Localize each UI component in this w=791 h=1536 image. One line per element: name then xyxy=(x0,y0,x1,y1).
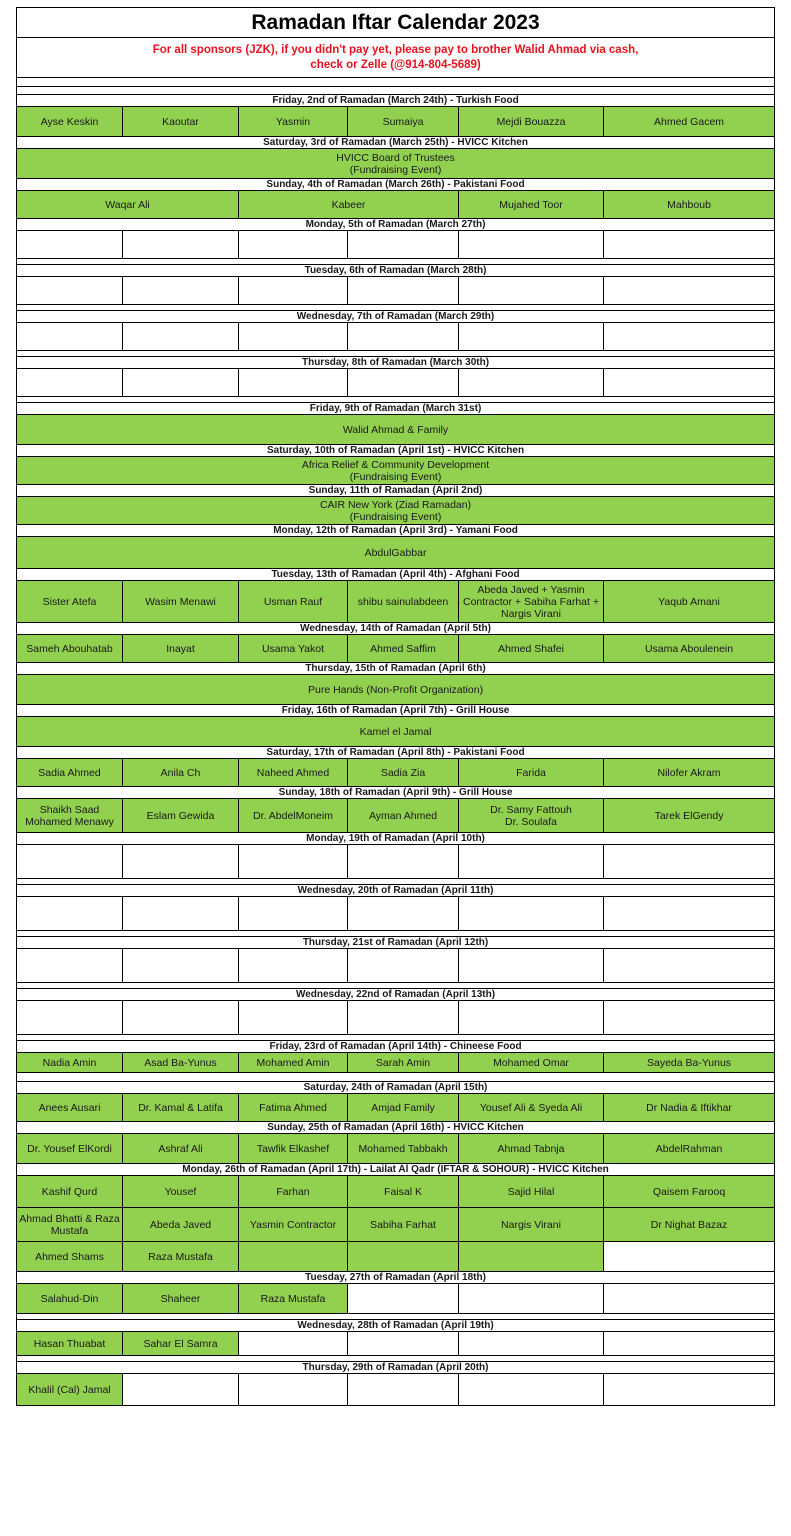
day-header-row xyxy=(17,663,775,675)
sponsor-row xyxy=(17,1374,775,1406)
empty-slot-cell xyxy=(604,949,775,983)
sponsor-row xyxy=(17,1134,775,1164)
empty-slot-cell xyxy=(459,1242,604,1272)
sponsor-row xyxy=(17,675,775,705)
sponsor-line: Dr. Soulafa xyxy=(505,815,557,828)
sponsor-row xyxy=(17,845,775,879)
day-header-row xyxy=(17,787,775,799)
empty-slot-cell xyxy=(604,1374,775,1406)
sponsor-cell: Dr. Yousef ElKordi xyxy=(17,1134,123,1164)
sponsor-line: Shaikh Saad xyxy=(39,803,100,816)
sponsor-cell: Ahmad Tabnja xyxy=(459,1134,604,1164)
day-header: Friday, 9th of Ramadan (March 31st) xyxy=(17,403,775,415)
sponsor-cell: Dr. Kamal & Latifa xyxy=(123,1094,239,1122)
sponsor-row xyxy=(17,415,775,445)
sponsor-row xyxy=(17,369,775,397)
sponsor-cell: Ahmed Shafei xyxy=(459,635,604,663)
empty-slot-cell xyxy=(348,1374,459,1406)
empty-slot-cell xyxy=(348,369,459,397)
empty-slot-cell xyxy=(348,1242,459,1272)
sponsor-cell: Nargis Virani xyxy=(459,1208,604,1242)
empty-slot-cell xyxy=(123,897,239,931)
empty-slot-cell xyxy=(239,1242,348,1272)
day-header: Friday, 23rd of Ramadan (April 14th) - Chineese Food xyxy=(17,1041,775,1053)
sponsor-cell: Anees Ausari xyxy=(17,1094,123,1122)
day-header: Sunday, 11th of Ramadan (April 2nd) xyxy=(17,485,775,497)
day-header: Thursday, 15th of Ramadan (April 6th) xyxy=(17,663,775,675)
sponsor-cell: Shaheer xyxy=(123,1284,239,1314)
sponsor-cell: Ayman Ahmed xyxy=(348,799,459,833)
sponsor-cell: Sabiha Farhat xyxy=(348,1208,459,1242)
sponsor-cell xyxy=(459,799,604,833)
sponsor-line: Africa Relief & Community Development xyxy=(301,458,490,471)
sponsor-row xyxy=(17,1001,775,1035)
sponsor-cell: Waqar Ali xyxy=(17,191,239,219)
day-header: Tuesday, 6th of Ramadan (March 28th) xyxy=(17,265,775,277)
sponsor-cell: Pure Hands (Non-Profit Organization) xyxy=(17,675,775,705)
sponsor-cell: Asad Ba-Yunus xyxy=(123,1053,239,1073)
sponsor-cell: Yousef xyxy=(123,1176,239,1208)
sponsor-cell: Ashraf Ali xyxy=(123,1134,239,1164)
title-row xyxy=(17,8,775,38)
sponsor-cell: Tawfik Elkashef xyxy=(239,1134,348,1164)
day-header: Tuesday, 27th of Ramadan (April 18th) xyxy=(17,1272,775,1284)
empty-slot-cell xyxy=(604,323,775,351)
sponsor-line: Mustafa xyxy=(50,1224,89,1237)
day-header: Tuesday, 13th of Ramadan (April 4th) - Afghani Food xyxy=(17,569,775,581)
day-header-row xyxy=(17,989,775,1001)
sponsor-row xyxy=(17,1208,775,1242)
empty-slot-cell xyxy=(459,845,604,879)
sponsor-row xyxy=(17,1094,775,1122)
sponsor-row xyxy=(17,1053,775,1073)
sponsor-cell: Nilofer Akram xyxy=(604,759,775,787)
sponsor-cell: Kaoutar xyxy=(123,107,239,137)
sponsor-cell: Dr Nighat Bazaz xyxy=(604,1208,775,1242)
sponsor-cell: Mohamed Omar xyxy=(459,1053,604,1073)
sponsor-cell: Ahmed Saffim xyxy=(348,635,459,663)
day-header: Sunday, 18th of Ramadan (April 9th) - Grill House xyxy=(17,787,775,799)
empty-slot-cell xyxy=(604,1242,775,1272)
spacer-row xyxy=(17,1073,775,1082)
sponsor-row xyxy=(17,107,775,137)
day-header-row xyxy=(17,747,775,759)
sponsor-cell: Dr. AbdelMoneim xyxy=(239,799,348,833)
empty-slot-cell xyxy=(459,949,604,983)
empty-slot-cell xyxy=(348,1284,459,1314)
day-header: Wednesday, 7th of Ramadan (March 29th) xyxy=(17,311,775,323)
day-header-row xyxy=(17,705,775,717)
sponsor-row xyxy=(17,799,775,833)
sponsor-cell xyxy=(17,1208,123,1242)
sponsor-cell: Mahboub xyxy=(604,191,775,219)
empty-slot-cell xyxy=(459,1284,604,1314)
day-header: Wednesday, 14th of Ramadan (April 5th) xyxy=(17,623,775,635)
sponsor-cell: Khalil (Cal) Jamal xyxy=(17,1374,123,1406)
empty-slot-cell xyxy=(239,1001,348,1035)
sponsor-row xyxy=(17,759,775,787)
empty-slot-cell xyxy=(17,323,123,351)
sponsor-cell xyxy=(17,497,775,525)
sponsor-line: Abeda Javed + Yasmin xyxy=(477,583,585,596)
payment-notice xyxy=(17,38,775,78)
spacer-row xyxy=(17,87,775,95)
empty-slot-cell xyxy=(459,277,604,305)
sponsor-cell: AbdelRahman xyxy=(604,1134,775,1164)
day-header: Saturday, 17th of Ramadan (April 8th) - Pakistani Food xyxy=(17,747,775,759)
empty-slot-cell xyxy=(17,845,123,879)
empty-slot-cell xyxy=(17,949,123,983)
day-header-row xyxy=(17,1082,775,1094)
notice-line: For all sponsors (JZK), if you didn't pay yet, please pay to brother Walid Ahmad via cash, xyxy=(152,43,639,56)
empty-slot-cell xyxy=(17,1001,123,1035)
empty-slot-cell xyxy=(604,277,775,305)
empty-slot-cell xyxy=(239,949,348,983)
sponsor-row xyxy=(17,537,775,569)
empty-slot-cell xyxy=(604,897,775,931)
sponsor-cell: shibu sainulabdeen xyxy=(348,581,459,623)
sponsor-cell: Sadia Zia xyxy=(348,759,459,787)
sponsor-cell: Sadia Ahmed xyxy=(17,759,123,787)
empty-slot-cell xyxy=(604,1332,775,1356)
sponsor-cell: Nadia Amin xyxy=(17,1053,123,1073)
sponsor-row xyxy=(17,1284,775,1314)
sponsor-line: Mohamed Menawy xyxy=(25,815,114,828)
sponsor-line: Nargis Virani xyxy=(501,607,561,620)
spacer-cell xyxy=(17,78,775,87)
sponsor-cell: Usman Rauf xyxy=(239,581,348,623)
sponsor-row xyxy=(17,231,775,259)
spacer-cell xyxy=(17,87,775,95)
day-header-row xyxy=(17,833,775,845)
sponsor-cell: Qaisem Farooq xyxy=(604,1176,775,1208)
sponsor-cell: Usama Yakot xyxy=(239,635,348,663)
sponsor-cell: Ahmed Shams xyxy=(17,1242,123,1272)
empty-slot-cell xyxy=(239,369,348,397)
empty-slot-cell xyxy=(348,277,459,305)
day-header-row xyxy=(17,95,775,107)
sponsor-row xyxy=(17,635,775,663)
sponsor-cell: Ahmed Gacem xyxy=(604,107,775,137)
empty-slot-cell xyxy=(604,369,775,397)
sponsor-cell xyxy=(459,581,604,623)
empty-slot-cell xyxy=(348,1001,459,1035)
sponsor-cell: Sameh Abouhatab xyxy=(17,635,123,663)
sponsor-row xyxy=(17,1332,775,1356)
sponsor-row xyxy=(17,497,775,525)
sponsor-cell: Ayse Keskin xyxy=(17,107,123,137)
empty-slot-cell xyxy=(459,369,604,397)
sponsor-cell: Yousef Ali & Syeda Ali xyxy=(459,1094,604,1122)
day-header-row xyxy=(17,357,775,369)
day-header-row xyxy=(17,623,775,635)
sponsor-cell: Raza Mustafa xyxy=(123,1242,239,1272)
day-header-row xyxy=(17,137,775,149)
empty-slot-cell xyxy=(123,949,239,983)
empty-slot-cell xyxy=(239,277,348,305)
day-header-row xyxy=(17,937,775,949)
empty-slot-cell xyxy=(123,845,239,879)
sponsor-row xyxy=(17,717,775,747)
sponsor-cell: Yasmin Contractor xyxy=(239,1208,348,1242)
empty-slot-cell xyxy=(123,1001,239,1035)
day-header: Thursday, 29th of Ramadan (April 20th) xyxy=(17,1362,775,1374)
sponsor-cell: Sayeda Ba-Yunus xyxy=(604,1053,775,1073)
day-header: Wednesday, 28th of Ramadan (April 19th) xyxy=(17,1320,775,1332)
day-header-row xyxy=(17,265,775,277)
sponsor-cell: Mohamed Tabbakh xyxy=(348,1134,459,1164)
empty-slot-cell xyxy=(459,323,604,351)
empty-slot-cell xyxy=(348,231,459,259)
sponsor-row xyxy=(17,581,775,623)
spacer-cell xyxy=(17,1073,775,1082)
day-header-row xyxy=(17,219,775,231)
day-header-row xyxy=(17,569,775,581)
sponsor-cell: Abeda Javed xyxy=(123,1208,239,1242)
sponsor-cell: Farida xyxy=(459,759,604,787)
empty-slot-cell xyxy=(604,845,775,879)
sponsor-cell: Amjad Family xyxy=(348,1094,459,1122)
empty-slot-cell xyxy=(239,1332,348,1356)
notice-line: check or Zelle (@914-804-5689) xyxy=(310,58,481,71)
empty-slot-cell xyxy=(459,1332,604,1356)
empty-slot-cell xyxy=(348,1332,459,1356)
sponsor-line: Ahmad Bhatti & Raza xyxy=(19,1212,120,1225)
sponsor-cell: Kashif Qurd xyxy=(17,1176,123,1208)
sponsor-cell: Inayat xyxy=(123,635,239,663)
sponsor-cell: Faisal K xyxy=(348,1176,459,1208)
day-header: Wednesday, 20th of Ramadan (April 11th) xyxy=(17,885,775,897)
sponsor-cell: Anila Ch xyxy=(123,759,239,787)
sponsor-cell: Wasim Menawi xyxy=(123,581,239,623)
sponsor-cell: Eslam Gewida xyxy=(123,799,239,833)
sponsor-cell: Yasmin xyxy=(239,107,348,137)
day-header-row xyxy=(17,403,775,415)
sponsor-cell: Usama Aboulenein xyxy=(604,635,775,663)
sponsor-cell xyxy=(17,457,775,485)
day-header: Sunday, 25th of Ramadan (April 16th) - HVICC Kitchen xyxy=(17,1122,775,1134)
sponsor-row xyxy=(17,1176,775,1208)
empty-slot-cell xyxy=(123,1374,239,1406)
empty-slot-cell xyxy=(348,845,459,879)
sponsor-cell: Farhan xyxy=(239,1176,348,1208)
day-header: Monday, 5th of Ramadan (March 27th) xyxy=(17,219,775,231)
sponsor-row xyxy=(17,897,775,931)
day-header: Monday, 26th of Ramadan (April 17th) - Lailat Al Qadr (IFTAR & SOHOUR) - HVICC Kitchen xyxy=(17,1164,775,1176)
day-header: Thursday, 21st of Ramadan (April 12th) xyxy=(17,937,775,949)
empty-slot-cell xyxy=(348,323,459,351)
day-header-row xyxy=(17,179,775,191)
empty-slot-cell xyxy=(459,897,604,931)
sponsor-cell: Sarah Amin xyxy=(348,1053,459,1073)
day-header: Thursday, 8th of Ramadan (March 30th) xyxy=(17,357,775,369)
empty-slot-cell xyxy=(123,277,239,305)
empty-slot-cell xyxy=(604,231,775,259)
empty-slot-cell xyxy=(604,1001,775,1035)
empty-slot-cell xyxy=(17,231,123,259)
day-header: Monday, 12th of Ramadan (April 3rd) - Yamani Food xyxy=(17,525,775,537)
sponsor-cell xyxy=(17,149,775,179)
sponsor-line: (Fundraising Event) xyxy=(349,470,442,483)
sponsor-cell: Salahud-Din xyxy=(17,1284,123,1314)
day-header: Wednesday, 22nd of Ramadan (April 13th) xyxy=(17,989,775,1001)
sponsor-line: CAIR New York (Ziad Ramadan) xyxy=(319,498,472,511)
day-header-row xyxy=(17,885,775,897)
empty-slot-cell xyxy=(123,369,239,397)
empty-slot-cell xyxy=(123,231,239,259)
day-header: Saturday, 24th of Ramadan (April 15th) xyxy=(17,1082,775,1094)
empty-slot-cell xyxy=(459,1001,604,1035)
day-header-row xyxy=(17,1122,775,1134)
empty-slot-cell xyxy=(239,845,348,879)
page-title: Ramadan Iftar Calendar 2023 xyxy=(17,8,775,38)
day-header-row xyxy=(17,1041,775,1053)
day-header-row xyxy=(17,445,775,457)
day-header-row xyxy=(17,311,775,323)
sponsor-cell: Mohamed Amin xyxy=(239,1053,348,1073)
day-header-row xyxy=(17,1362,775,1374)
empty-slot-cell xyxy=(459,231,604,259)
iftar-calendar-table xyxy=(16,7,775,1406)
empty-slot-cell xyxy=(459,1374,604,1406)
day-header: Sunday, 4th of Ramadan (March 26th) - Pakistani Food xyxy=(17,179,775,191)
sponsor-cell: Dr Nadia & Iftikhar xyxy=(604,1094,775,1122)
empty-slot-cell xyxy=(348,897,459,931)
day-header-row xyxy=(17,1272,775,1284)
day-header: Friday, 16th of Ramadan (April 7th) - Grill House xyxy=(17,705,775,717)
sponsor-cell: Yaqub Amani xyxy=(604,581,775,623)
day-header-row xyxy=(17,525,775,537)
day-header: Friday, 2nd of Ramadan (March 24th) - Turkish Food xyxy=(17,95,775,107)
sponsor-row xyxy=(17,1242,775,1272)
sponsor-cell: Sister Atefa xyxy=(17,581,123,623)
sponsor-line: (Fundraising Event) xyxy=(349,163,442,176)
day-header: Saturday, 10th of Ramadan (April 1st) - HVICC Kitchen xyxy=(17,445,775,457)
sponsor-cell: Sumaiya xyxy=(348,107,459,137)
day-header-row xyxy=(17,1320,775,1332)
sponsor-cell: Raza Mustafa xyxy=(239,1284,348,1314)
sponsor-line: (Fundraising Event) xyxy=(349,510,442,523)
sponsor-cell: Fatima Ahmed xyxy=(239,1094,348,1122)
empty-slot-cell xyxy=(123,323,239,351)
sponsor-row xyxy=(17,323,775,351)
sponsor-cell: Sahar El Samra xyxy=(123,1332,239,1356)
sponsor-line: HVICC Board of Trustees xyxy=(336,151,455,164)
day-header-row xyxy=(17,1164,775,1176)
empty-slot-cell xyxy=(239,323,348,351)
empty-slot-cell xyxy=(239,897,348,931)
sponsor-cell: Naheed Ahmed xyxy=(239,759,348,787)
sponsor-cell: AbdulGabbar xyxy=(17,537,775,569)
sponsor-cell: Sajid Hilal xyxy=(459,1176,604,1208)
sponsor-cell: Mejdi Bouazza xyxy=(459,107,604,137)
sponsor-line: Contractor + Sabiha Farhat + xyxy=(463,595,599,608)
sponsor-cell: Kamel el Jamal xyxy=(17,717,775,747)
calendar-body xyxy=(17,8,775,1406)
notice-row xyxy=(17,38,775,78)
empty-slot-cell xyxy=(17,369,123,397)
day-header-row xyxy=(17,485,775,497)
day-header: Saturday, 3rd of Ramadan (March 25th) - HVICC Kitchen xyxy=(17,137,775,149)
sponsor-cell: Hasan Thuabat xyxy=(17,1332,123,1356)
sponsor-cell xyxy=(17,799,123,833)
day-header: Monday, 19th of Ramadan (April 10th) xyxy=(17,833,775,845)
sponsor-cell: Mujahed Toor xyxy=(459,191,604,219)
sponsor-row xyxy=(17,191,775,219)
empty-slot-cell xyxy=(17,277,123,305)
sponsor-row xyxy=(17,277,775,305)
empty-slot-cell xyxy=(604,1284,775,1314)
sponsor-row xyxy=(17,149,775,179)
sponsor-cell: Kabeer xyxy=(239,191,459,219)
sponsor-row xyxy=(17,457,775,485)
empty-slot-cell xyxy=(239,231,348,259)
spacer-row xyxy=(17,78,775,87)
sponsor-line: Dr. Samy Fattouh xyxy=(490,803,572,816)
sponsor-cell: Tarek ElGendy xyxy=(604,799,775,833)
empty-slot-cell xyxy=(239,1374,348,1406)
sponsor-row xyxy=(17,949,775,983)
empty-slot-cell xyxy=(348,949,459,983)
sponsor-cell: Walid Ahmad & Family xyxy=(17,415,775,445)
empty-slot-cell xyxy=(17,897,123,931)
